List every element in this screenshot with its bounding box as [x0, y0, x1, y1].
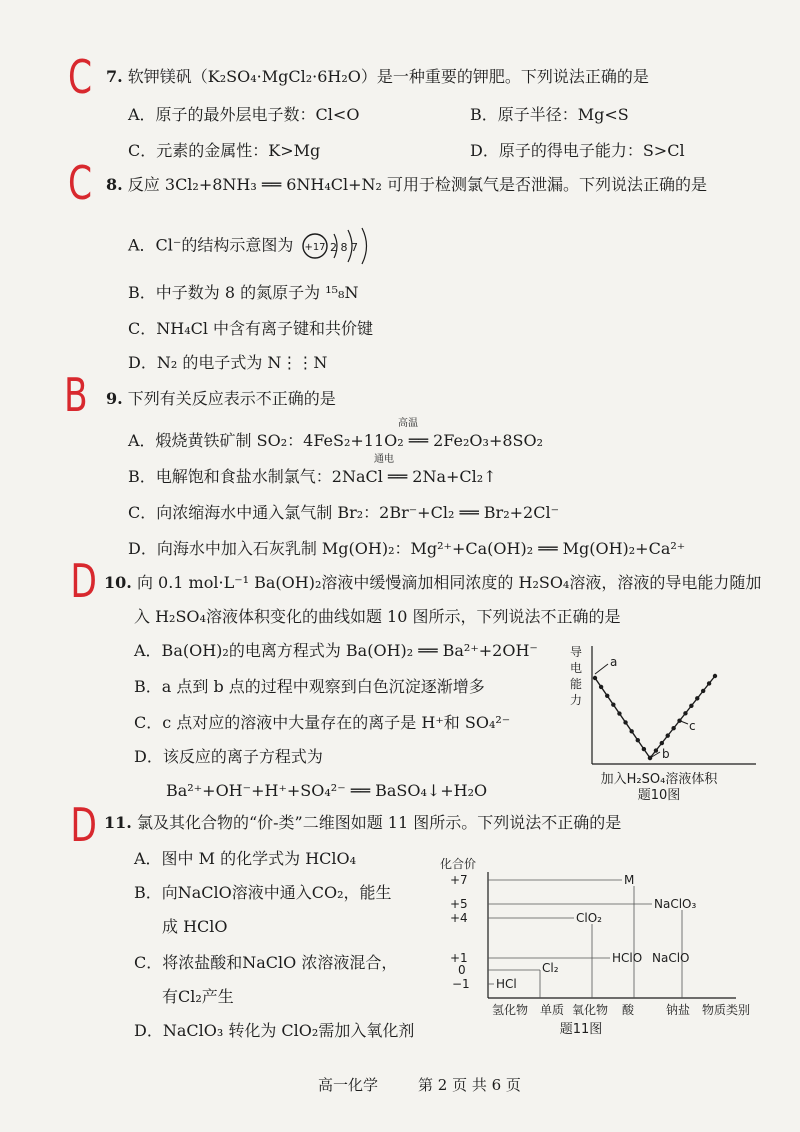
q7-option-d: D．原子的得电子能力：S>Cl [470, 141, 685, 160]
question-number: 8. [106, 175, 123, 194]
question-9-stem [106, 388, 336, 410]
fig10-curve-dot [695, 696, 699, 700]
q10-option-d-equation: Ba²⁺+OH⁻+H⁺+SO₄²⁻ ══ BaSO₄↓+H₂O [166, 781, 488, 800]
answer-mark-q11: D [70, 798, 97, 852]
q9-option-b: B．电解饱和食盐水制氯气：2NaCl ══ 2Na+Cl₂↑ [128, 467, 497, 486]
fig10-curve [595, 676, 715, 758]
question-10-stem-line1 [104, 572, 761, 594]
fig11-ytick-4: +4 [450, 911, 468, 925]
footer-subject: 高一化学 [318, 1076, 379, 1094]
fig10-curve-dot [666, 733, 670, 737]
fig10-curve-dot [636, 738, 640, 742]
fig10-curve-dot [660, 741, 664, 745]
q8-option-a [128, 226, 386, 266]
answer-mark-q7: C [68, 50, 93, 104]
fig10-curve-dot [605, 694, 609, 698]
fig10-curve-dot [701, 689, 705, 693]
fig11-category-salt: 钠盐 [666, 1003, 691, 1017]
q11-option-c-line1: C．将浓盐酸和NaClO 浓溶液混合， [134, 953, 398, 972]
fig11-category-hydride: 氢化物 [492, 1003, 529, 1017]
q9-option-c: C．向浓缩海水中通入氯气制 Br₂：2Br⁻+Cl₂ ══ Br₂+2Cl⁻ [128, 503, 560, 522]
fig11-xlabel: 物质类别 [702, 1003, 751, 1017]
fig11-ytick-7: +7 [450, 873, 468, 887]
fig10-curve-dot [713, 674, 717, 678]
fig11-category-oxide: 氧化物 [572, 1003, 609, 1017]
nucleus-charge: +17 [304, 242, 327, 253]
fig10-curve-dot [617, 711, 621, 715]
fig11-species-cl2: Cl₂ [542, 961, 559, 975]
footer-page-number: 第 2 页 共 6 页 [418, 1076, 521, 1094]
question-number: 10. [104, 573, 132, 592]
answer-mark-q10: D [70, 554, 97, 608]
fig11-ytick-neg1: −1 [452, 977, 470, 991]
fig10-ylabel-2: 电 [570, 661, 583, 675]
answer-mark-q9: B [63, 368, 88, 422]
fig10-curve-dot [599, 685, 603, 689]
q9-a-condition: 高温 [398, 418, 418, 429]
fig11-species-naclo3: NaClO₃ [654, 897, 697, 911]
fig10-curve-dot [629, 729, 633, 733]
fig10-caption: 题10图 [637, 788, 681, 803]
fig11-category-element: 单质 [540, 1003, 565, 1017]
question-number: 11. [104, 813, 132, 832]
q11-option-b-line1: B．向NaClO溶液中通入CO₂，能生 [134, 883, 392, 902]
q8-option-b: B．中子数为 8 的氮原子为 ¹⁵₈N [128, 283, 359, 302]
fig10-curve-dot [671, 726, 675, 730]
fig10-curve-dot [707, 681, 711, 685]
option-text: A．Cl⁻的结构示意图为 [128, 235, 294, 255]
q11-option-a: A．图中 M 的化学式为 HClO₄ [134, 849, 357, 868]
fig11-species-naclo: NaClO [652, 951, 690, 965]
answer-mark-q8: C [68, 156, 93, 210]
q7-option-b: B．原子半径：Mg<S [470, 105, 629, 124]
q11-option-c-line2: 有Cl₂产生 [162, 987, 234, 1006]
electron-shells: 2 8 7 [330, 241, 359, 254]
question-number: 7. [106, 67, 123, 86]
question-text: 向 0.1 mol·L⁻¹ Ba(OH)₂溶液中缓慢滴加相同浓度的 H₂SO₄溶液，溶液的导电能力随加 [136, 573, 762, 592]
q7-option-a: A．原子的最外层电子数：Cl<O [128, 105, 360, 124]
fig11-ytick-5: +5 [450, 897, 468, 911]
fig10-curve-dot [654, 748, 658, 752]
q7-option-c: C．元素的金属性：K>Mg [128, 141, 321, 160]
fig11-species-m: M [624, 873, 635, 887]
fig10-curve-dot [593, 676, 597, 680]
fig10-point-c: c [689, 719, 696, 733]
fig10-curve-dot [642, 747, 646, 751]
question-7-stem [106, 66, 649, 88]
fig10-leader-a [595, 664, 608, 674]
q11-option-d: D．NaClO₃ 转化为 ClO₂需加入氧化剂 [134, 1021, 415, 1040]
question-text: 反应 3Cl₂+8NH₃ ══ 6NH₄Cl+N₂ 可用于检测氯气是否泄漏。下列说法正确的是 [127, 175, 708, 194]
fig10-xlabel: 加入H₂SO₄溶液体积 [600, 772, 718, 787]
q9-option-a: A．煅烧黄铁矿制 SO₂：4FeS₂+11O₂ ══ 2Fe₂O₃+8SO₂ [128, 431, 544, 450]
fig11-ylabel: 化合价 [440, 857, 477, 871]
fig10-dots [593, 674, 717, 760]
fig10-point-b: b [662, 747, 670, 761]
fig10-curve-dot [689, 704, 693, 708]
question-number: 9. [106, 389, 123, 408]
fig10-ylabel-3: 能 [570, 677, 583, 691]
q8-option-d: D．N₂ 的电子式为 N⋮⋮N [128, 353, 328, 372]
q10-option-b: B．a 点到 b 点的过程中观察到白色沉淀逐渐增多 [134, 677, 485, 696]
fig11-ytick-1: +1 [450, 951, 468, 965]
question-8-stem [106, 174, 707, 196]
fig11-category-acid: 酸 [622, 1003, 635, 1017]
question-text: 氯及其化合物的“价-类”二维图如题 11 图所示。下列说法不正确的是 [136, 813, 622, 832]
q10-option-d: D．该反应的离子方程式为 [134, 747, 323, 766]
figure-11-valence-class-diagram [436, 856, 766, 1022]
q9-b-condition: 通电 [374, 454, 394, 465]
fig10-curve-dot [623, 720, 627, 724]
question-text: 下列有关反应表示不正确的是 [127, 389, 336, 408]
chloride-ion-diagram [300, 226, 386, 266]
fig11-species-hclo: HClO [612, 951, 643, 965]
fig11-species-clo2: ClO₂ [576, 911, 602, 925]
fig11-ytick-0: 0 [458, 963, 466, 977]
figure-10-conductivity-curve [560, 640, 760, 770]
fig10-curve-dot [683, 711, 687, 715]
q9-option-d: D．向海水中加入石灰乳制 Mg(OH)₂：Mg²⁺+Ca(OH)₂ ══ Mg(OH)₂+Ca²⁺ [128, 539, 686, 558]
q10-option-a: A．Ba(OH)₂的电离方程式为 Ba(OH)₂ ══ Ba²⁺+2OH⁻ [134, 641, 538, 660]
q8-option-c: C．NH₄Cl 中含有离子键和共价键 [128, 319, 374, 338]
fig11-species-hcl: HCl [496, 977, 517, 991]
fig10-ylabel-4: 力 [570, 693, 583, 707]
question-11-stem [104, 812, 621, 834]
fig10-ylabel-1: 导 [570, 645, 583, 659]
q11-option-b-line2: 成 HClO [162, 917, 228, 936]
question-10-stem-line2: 入 H₂SO₄溶液体积变化的曲线如题 10 图所示，下列说法不正确的是 [134, 607, 621, 626]
fig10-curve-dot [611, 702, 615, 706]
fig10-point-a: a [610, 655, 618, 669]
question-text: 软钾镁矾（K₂SO₄·MgCl₂·6H₂O）是一种重要的钾肥。下列说法正确的是 [127, 67, 649, 86]
fig11-caption: 题11图 [559, 1022, 603, 1037]
q10-option-c: C．c 点对应的溶液中大量存在的离子是 H⁺和 SO₄²⁻ [134, 713, 511, 732]
